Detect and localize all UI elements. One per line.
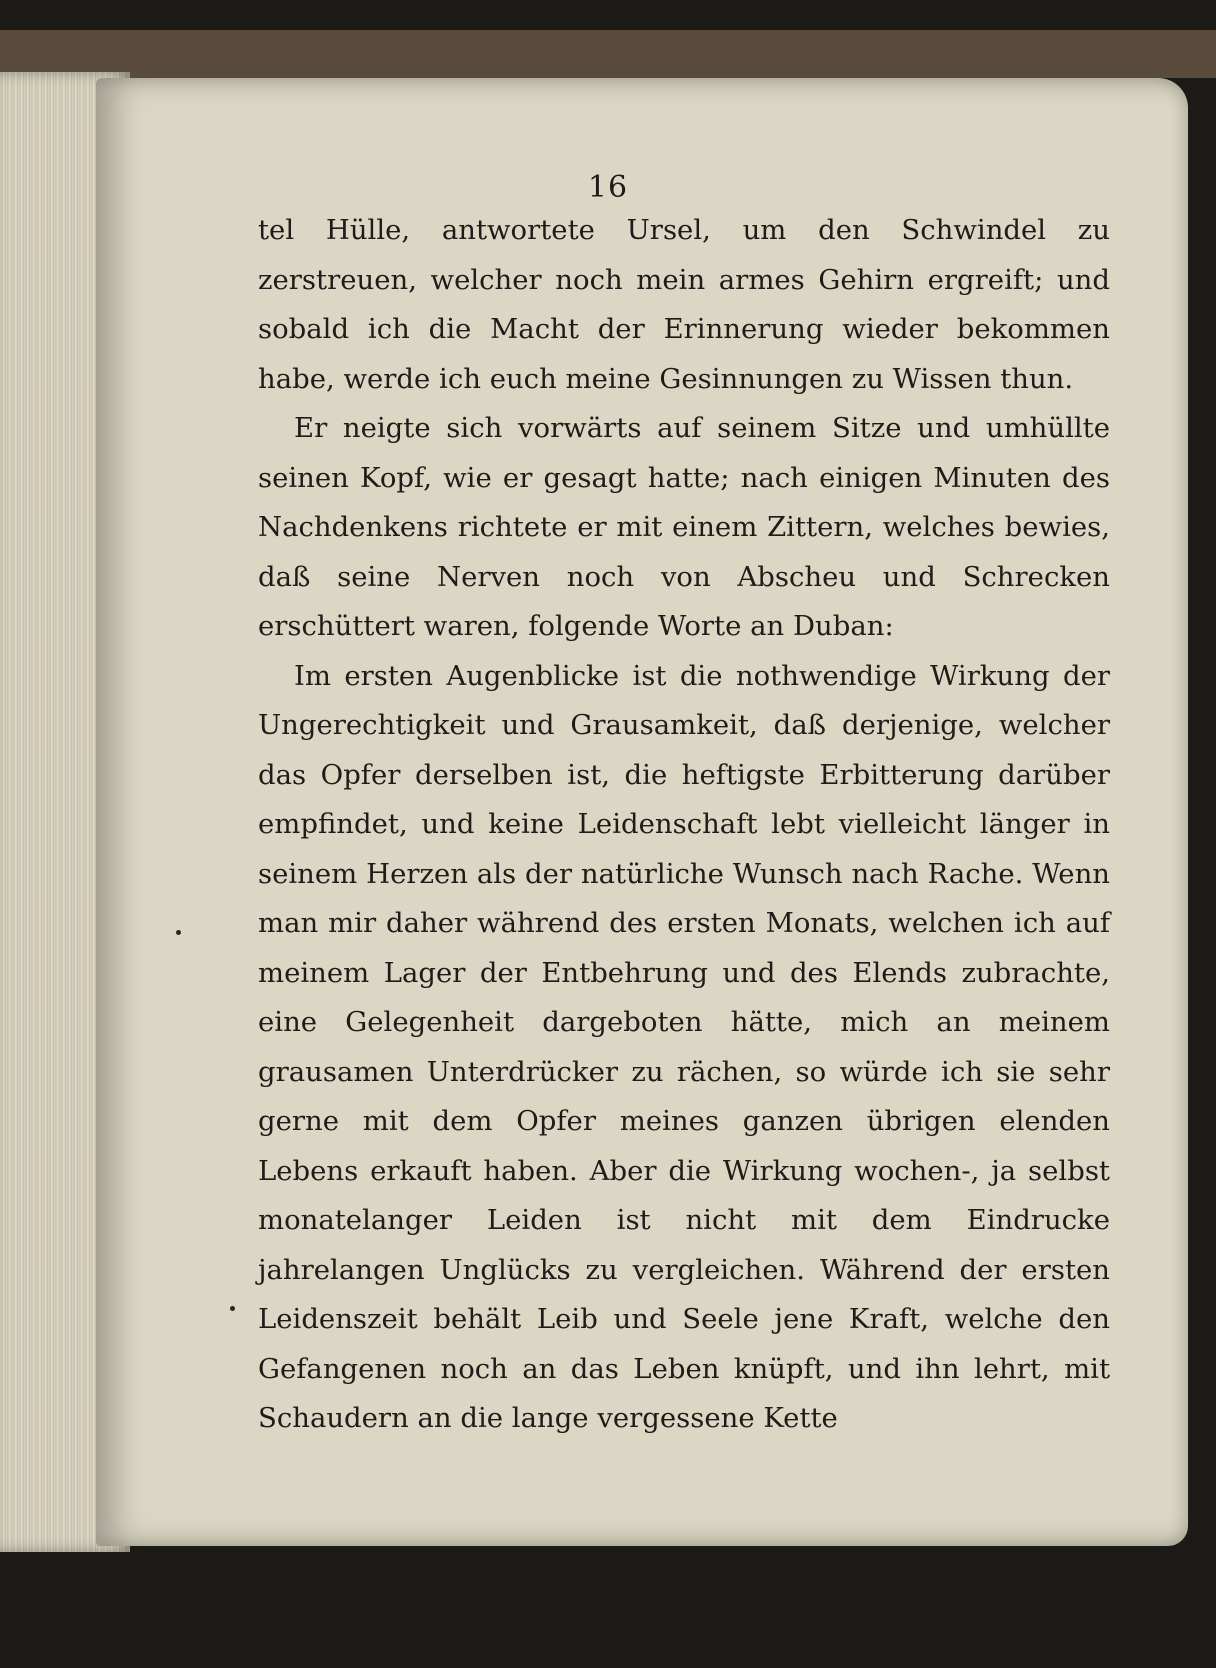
- body-text: [258, 206, 1110, 1444]
- paper-speck: [176, 930, 181, 935]
- paper-speck: [230, 1306, 235, 1311]
- paragraph-1: tel Hülle, antwortete Ursel, um den Schwindel zu zerstreuen, welcher noch mein armes Gehirn ergreift; und sobald ich die Macht der Erinnerung wieder bekommen habe, werde ich euch meine Gesinnungen zu Wissen thun.: [258, 214, 1110, 395]
- paragraph-3: Im ersten Augenblicke ist die nothwendige Wirkung der Ungerechtigkeit und Grausamkeit, daß derjenige, welcher das Opfer derselben ist, die heftigste Erbitterung darüber empfindet, und keine Leidenschaft lebt vielleicht länger in seinem Herzen als der natürliche Wunsch nach Rache. Wenn man mir daher während des ersten Monats, welchen ich auf meinem Lager der Entbehrung und des Elends zubrachte, eine Gelegenheit dargeboten hätte, mich an meinem grausamen Unterdrücker zu rächen, so würde ich sie sehr gerne mit dem Opfer meines ganzen übrigen elenden Lebens erkauft haben. Aber die Wirkung wochen-, ja selbst monatelanger Leiden ist nicht mit dem Eindrucke jahrelangen Unglücks zu vergleichen. Während der ersten Leidenszeit behält Leib und Seele jene Kraft, welche den Gefangenen noch an das Leben knüpft, und ihn lehrt, mit Schaudern an die lange vergessene Kette: [258, 659, 1110, 1434]
- paragraph-2: Er neigte sich vorwärts auf seinem Sitze und umhüllte seinen Kopf, wie er gesagt hatte; nach einigen Minuten des Nachdenkens richtete er mit einem Zittern, welches bewies, daß seine Nerven noch von Abscheu und Schrecken erschüttert waren, folgende Worte an Duban:: [258, 412, 1110, 642]
- book-cover-edge: [0, 30, 1216, 78]
- page-number: 16: [587, 170, 629, 205]
